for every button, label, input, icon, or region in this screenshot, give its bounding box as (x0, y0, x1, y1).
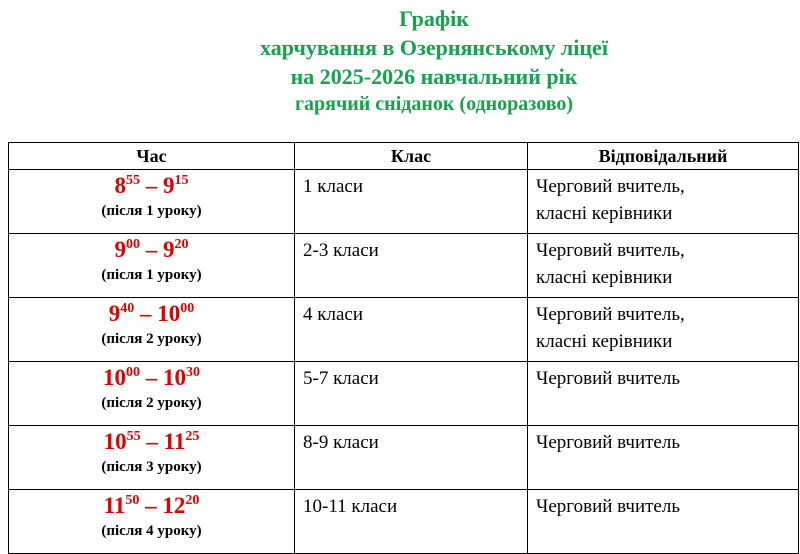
after-lesson-note: (після 1 уроку) (101, 267, 202, 283)
start-hour: 9 (114, 237, 126, 262)
responsible-cell (528, 234, 799, 298)
end-minutes: 25 (185, 429, 200, 444)
table-row (9, 298, 799, 362)
responsible-line-1: Черговий вчитель (536, 496, 681, 517)
time-cell (9, 362, 295, 426)
class-cell: 10-11 класи (295, 490, 528, 554)
time-dash: – (145, 237, 158, 262)
time-range (9, 490, 294, 520)
time-range (9, 298, 294, 328)
responsible-line-1: Черговий вчитель, (536, 240, 685, 261)
after-lesson-note: (після 1 уроку) (101, 203, 202, 219)
document-subtitle-year: на 2025-2026 навчальний рік (290, 64, 578, 89)
class-cell: 1 класи (295, 170, 528, 234)
time-range (9, 170, 294, 200)
end-hour: 12 (162, 493, 186, 518)
time-dash: – (145, 493, 157, 518)
time-dash: – (140, 301, 152, 326)
responsible-line-1: Черговий вчитель (536, 432, 681, 453)
start-minutes: 55 (126, 429, 141, 444)
responsible-cell (528, 362, 799, 426)
responsible-line-2: класні керівники (536, 203, 673, 224)
start-minutes: 00 (126, 365, 140, 380)
class-cell: 8-9 класи (295, 426, 528, 490)
document-subtitle-school: харчування в Озернянському ліцеї (260, 35, 608, 60)
schedule-table (8, 142, 799, 554)
time-range (9, 362, 294, 392)
time-range (9, 234, 294, 264)
table-row (9, 362, 799, 426)
table-header-row (9, 143, 799, 170)
column-header-time: Час (9, 143, 295, 170)
responsible-line-2: класні керівники (536, 331, 673, 352)
time-dash: – (146, 429, 158, 454)
responsible-line-2: класні керівники (536, 267, 673, 288)
responsible-line-1: Черговий вчитель, (536, 304, 685, 325)
responsible-line-1: Черговий вчитель (536, 368, 681, 389)
end-hour: 11 (163, 429, 186, 454)
end-hour: 9 (163, 237, 175, 262)
end-hour: 10 (163, 365, 186, 390)
responsible-cell (528, 298, 799, 362)
start-hour: 10 (103, 429, 127, 454)
end-hour: 10 (157, 301, 181, 326)
class-cell: 2-3 класи (295, 234, 528, 298)
time-cell (9, 298, 295, 362)
time-range (9, 426, 294, 456)
column-header-class: Клас (295, 143, 528, 170)
start-hour: 8 (114, 173, 126, 198)
responsible-cell (528, 426, 799, 490)
class-cell: 5-7 класи (295, 362, 528, 426)
start-hour: 9 (108, 301, 121, 326)
end-minutes: 20 (185, 493, 200, 508)
end-minutes: 30 (186, 365, 200, 380)
end-minutes: 20 (174, 237, 189, 252)
after-lesson-note: (після 2 уроку) (101, 331, 202, 347)
table-row (9, 234, 799, 298)
start-minutes: 00 (126, 237, 140, 252)
column-header-responsible: Відповідальний (528, 143, 799, 170)
start-minutes: 55 (126, 173, 140, 188)
time-cell (9, 170, 295, 234)
time-dash: – (145, 365, 158, 390)
responsible-cell (528, 170, 799, 234)
after-lesson-note: (після 3 уроку) (101, 459, 202, 475)
after-lesson-note: (після 4 уроку) (101, 523, 202, 539)
end-hour: 9 (163, 173, 175, 198)
table-row (9, 426, 799, 490)
start-minutes: 50 (125, 493, 140, 508)
end-minutes: 00 (180, 301, 195, 316)
document-title: Графік (399, 6, 469, 31)
time-cell (9, 426, 295, 490)
document-header (0, 4, 800, 117)
start-minutes: 40 (120, 301, 135, 316)
start-hour: 11 (103, 493, 126, 518)
start-hour: 10 (103, 365, 126, 390)
table-row (9, 170, 799, 234)
after-lesson-note: (після 2 уроку) (101, 395, 202, 411)
document-subtitle-meal: гарячий сніданок (одноразово) (294, 93, 574, 115)
time-dash: – (145, 173, 158, 198)
class-cell: 4 класи (295, 298, 528, 362)
time-cell (9, 234, 295, 298)
end-minutes: 15 (174, 173, 189, 188)
responsible-line-1: Черговий вчитель, (536, 176, 685, 197)
